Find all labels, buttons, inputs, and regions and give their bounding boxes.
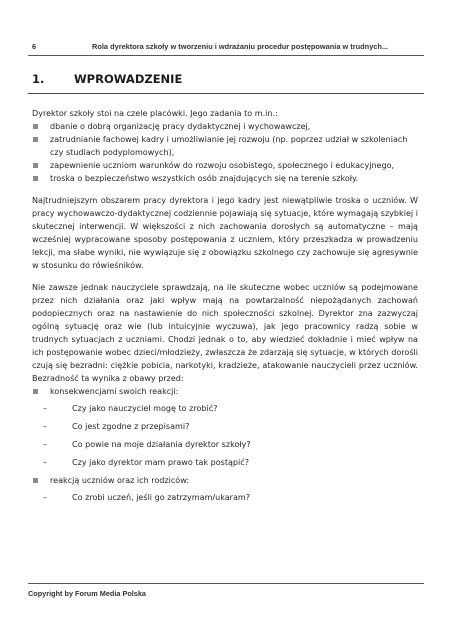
- list-item-text: dbanie o dobrą organizację pracy dydaktycznej i wychowawczej,: [50, 122, 311, 131]
- fears-list: [32, 474, 418, 487]
- dash-bullet-icon: –: [43, 458, 48, 467]
- list-item-text: Co zrobi uczeń, jeśli go zatrzymam/ukaram?: [72, 493, 251, 502]
- list-item-text: zapewnienie uczniom warunków do rozwoju osobistego, społecznego i edukacyjnego,: [50, 161, 395, 170]
- intro-paragraph: Dyrektor szkoły stoi na czele placówki. Jego zadania to m.in.:: [32, 109, 278, 118]
- footer-rule: [28, 583, 424, 584]
- square-bullet-icon: [33, 176, 38, 181]
- list-item: [32, 133, 418, 159]
- questions-list: [32, 491, 418, 504]
- list-item: [32, 172, 418, 185]
- dash-bullet-icon: –: [43, 422, 48, 431]
- chapter-heading: [28, 69, 424, 89]
- dash-bullet-icon: –: [43, 404, 48, 413]
- list-item: [32, 159, 418, 172]
- body-paragraph: Nie zawsze jednak nauczyciele sprawdzają, na ile skuteczne wobec uczniów są podejmowane przez nich działania oraz jaki wpływ mają na powtarzalność niepożądanych zachowań podopiecznych oraz na nastawienie do nich społeczności szkolnej. Dyrektor zna zazwyczaj ogólną sytuację oraz wie (lub intuicyjnie wyczuwa), jak jego pracownicy radzą sobie w trudnych sytuacjach z uczniami. Chodzi jednak o to, aby wiedzieć dokładnie i mieć wpływ na ich postępowanie wobec dzieci/młodzieży, zwłaszcza że zdarzają się sytuacje, w których dorośli czują się bezradni: ciężkie pobicia, narkotyki, kradzieże, atakowanie nauczycieli przez uczniów. Bezradność ta wynika z obawy przed:: [32, 283, 418, 383]
- list-item-text: Co powie na moje działania dyrektor szkoły?: [72, 440, 251, 449]
- square-bullet-icon: [33, 124, 38, 129]
- list-item: [32, 438, 418, 451]
- list-item-text: Czy jako nauczyciel mogę to zrobić?: [72, 404, 218, 413]
- list-item: [32, 456, 418, 469]
- list-item-text: zatrudnianie fachowej kadry i umożliwianie jej rozwoju (np. poprzez udział w szkoleniach czy studiach podyplomowych),: [50, 135, 408, 157]
- header-rule: [28, 55, 424, 56]
- running-header: [28, 42, 424, 54]
- chapter-number: 1.: [32, 72, 45, 86]
- questions-list: [32, 402, 418, 469]
- list-item: [32, 491, 418, 504]
- list-item-text: Co jest zgodne z przepisami?: [72, 422, 190, 431]
- chapter-title: WPROWADZENIE: [74, 72, 183, 86]
- fears-list: [32, 385, 418, 398]
- square-bullet-icon: [33, 163, 38, 168]
- square-bullet-icon: [33, 478, 38, 483]
- page-number: 6: [32, 42, 37, 51]
- list-item-text: Czy jako dyrektor mam prawo tak postąpić?: [72, 458, 249, 467]
- dash-bullet-icon: –: [43, 440, 48, 449]
- list-item-text: konsekwencjami swoich reakcji:: [50, 387, 179, 396]
- list-item-text: reakcją uczniów oraz ich rodziców:: [50, 476, 190, 485]
- list-item: [32, 420, 418, 433]
- body-text: [32, 107, 418, 509]
- list-item: [32, 385, 418, 398]
- list-item-text: troska o bezpieczeństwo wszystkich osób znajdujących się na terenie szkoły.: [50, 174, 359, 183]
- list-item: [32, 474, 418, 487]
- list-item: [32, 402, 418, 415]
- heading-rule: [28, 93, 424, 94]
- dash-bullet-icon: –: [43, 493, 48, 502]
- body-paragraph: Najtrudniejszym obszarem pracy dyrektora i jego kadry jest niewątpliwie troska o uczniów. W pracy wychowawczo-dydaktycznej codziennie pojawiają się sytuacje, które wymagają szybkiej i skutecznej interwencji. W większości z nich zachowania dorosłych są automatyczne – mają wcześniej wypracowane sposoby postępowania z uczniem, który przeszkadza w prowadzeniu lekcji, ma słabe wyniki, nie wywiązuje się z obowiązku szkolnego czy zachowuje się agresywnie w stosunku do rówieśników.: [32, 196, 418, 270]
- duties-list: [32, 120, 418, 185]
- list-item: [32, 120, 418, 133]
- square-bullet-icon: [33, 137, 38, 142]
- footer-copyright: Copyright by Forum Media Polska: [28, 589, 146, 598]
- square-bullet-icon: [33, 389, 38, 394]
- running-title: Rola dyrektora szkoły w tworzeniu i wdrażaniu procedur postępowania w trudnych...: [92, 42, 389, 51]
